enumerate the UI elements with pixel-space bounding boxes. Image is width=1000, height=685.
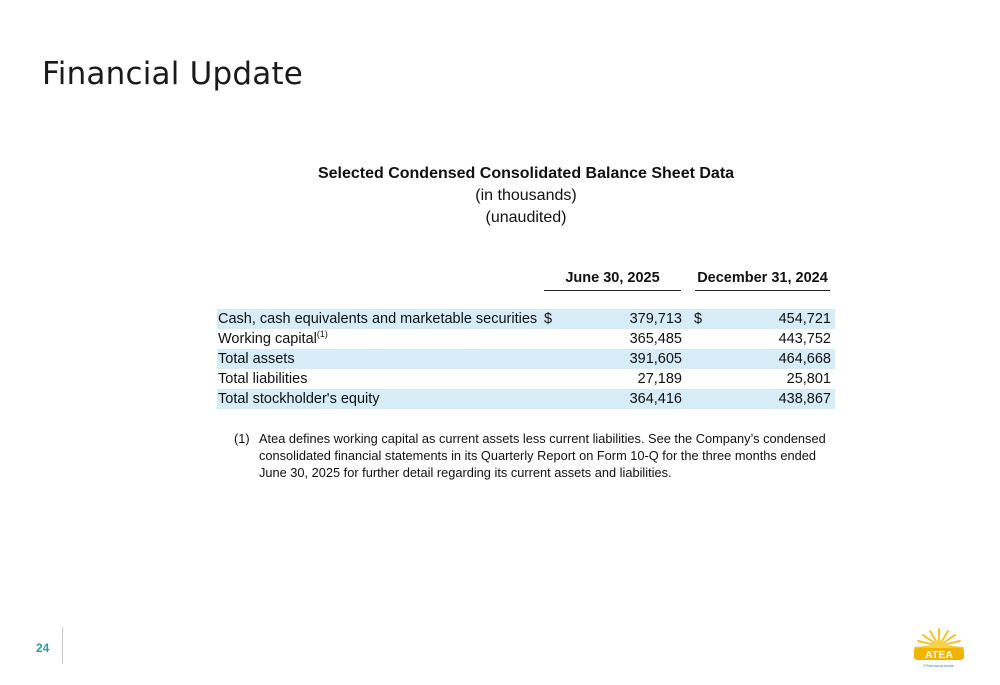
column-header-december-2024: December 31, 2024 xyxy=(695,270,830,291)
value-june-2025: 365,485 xyxy=(629,331,682,347)
balance-sheet-table xyxy=(217,309,835,409)
table-row-total-liabilities xyxy=(217,369,835,389)
footnote-reference: (1) xyxy=(316,329,328,339)
table-row-working-capital xyxy=(217,329,835,349)
value-june-2025: 391,605 xyxy=(629,351,682,367)
table-units: (in thousands) xyxy=(475,187,577,204)
footnote-mark: (1) xyxy=(234,431,250,446)
table-row-total-assets xyxy=(217,349,835,369)
footnote xyxy=(234,430,834,481)
value-december-2024: 25,801 xyxy=(786,371,831,387)
value-june-2025: 27,189 xyxy=(637,371,682,387)
slide-title: Financial Update xyxy=(42,56,304,92)
currency-symbol: $ xyxy=(694,311,703,327)
row-label: Total liabilities xyxy=(218,371,308,387)
value-december-2024: 443,752 xyxy=(778,331,831,347)
value-december-2024: 464,668 xyxy=(778,351,831,367)
row-label: Total stockholder's equity xyxy=(218,391,380,407)
currency-symbol: $ xyxy=(544,311,553,327)
table-audit-status: (unaudited) xyxy=(485,209,567,226)
column-header-june-2025: June 30, 2025 xyxy=(544,270,681,291)
footer-divider xyxy=(62,627,63,664)
value-december-2024: 454,721 xyxy=(778,311,831,327)
row-label: Cash, cash equivalents and marketable securities xyxy=(218,311,538,327)
row-label: Total assets xyxy=(218,351,295,367)
logo-wordmark: ATEA xyxy=(925,649,953,661)
table-row-cash xyxy=(217,309,835,329)
atea-logo-icon xyxy=(908,626,970,670)
logo-tagline: Pharmaceuticals xyxy=(924,663,954,668)
row-label: Working capital$^{(1)}$ xyxy=(218,329,328,347)
page-number: 24 xyxy=(36,641,50,655)
footnote-text: Atea defines working capital as current assets less current liabilities. See the Company’s condensed consolidated financial statements in its Quarterly Report on Form 10-Q for the three months ended June 30, 2025 for further detail regarding its current assets and liabilities. xyxy=(259,431,826,480)
value-june-2025: 364,416 xyxy=(629,391,682,407)
table-heading xyxy=(0,163,1000,229)
value-june-2025: 379,713 xyxy=(629,311,682,327)
value-december-2024: 438,867 xyxy=(778,391,831,407)
table-title: Selected Condensed Consolidated Balance Sheet Data xyxy=(317,165,735,182)
table-row-stockholders-equity xyxy=(217,389,835,409)
